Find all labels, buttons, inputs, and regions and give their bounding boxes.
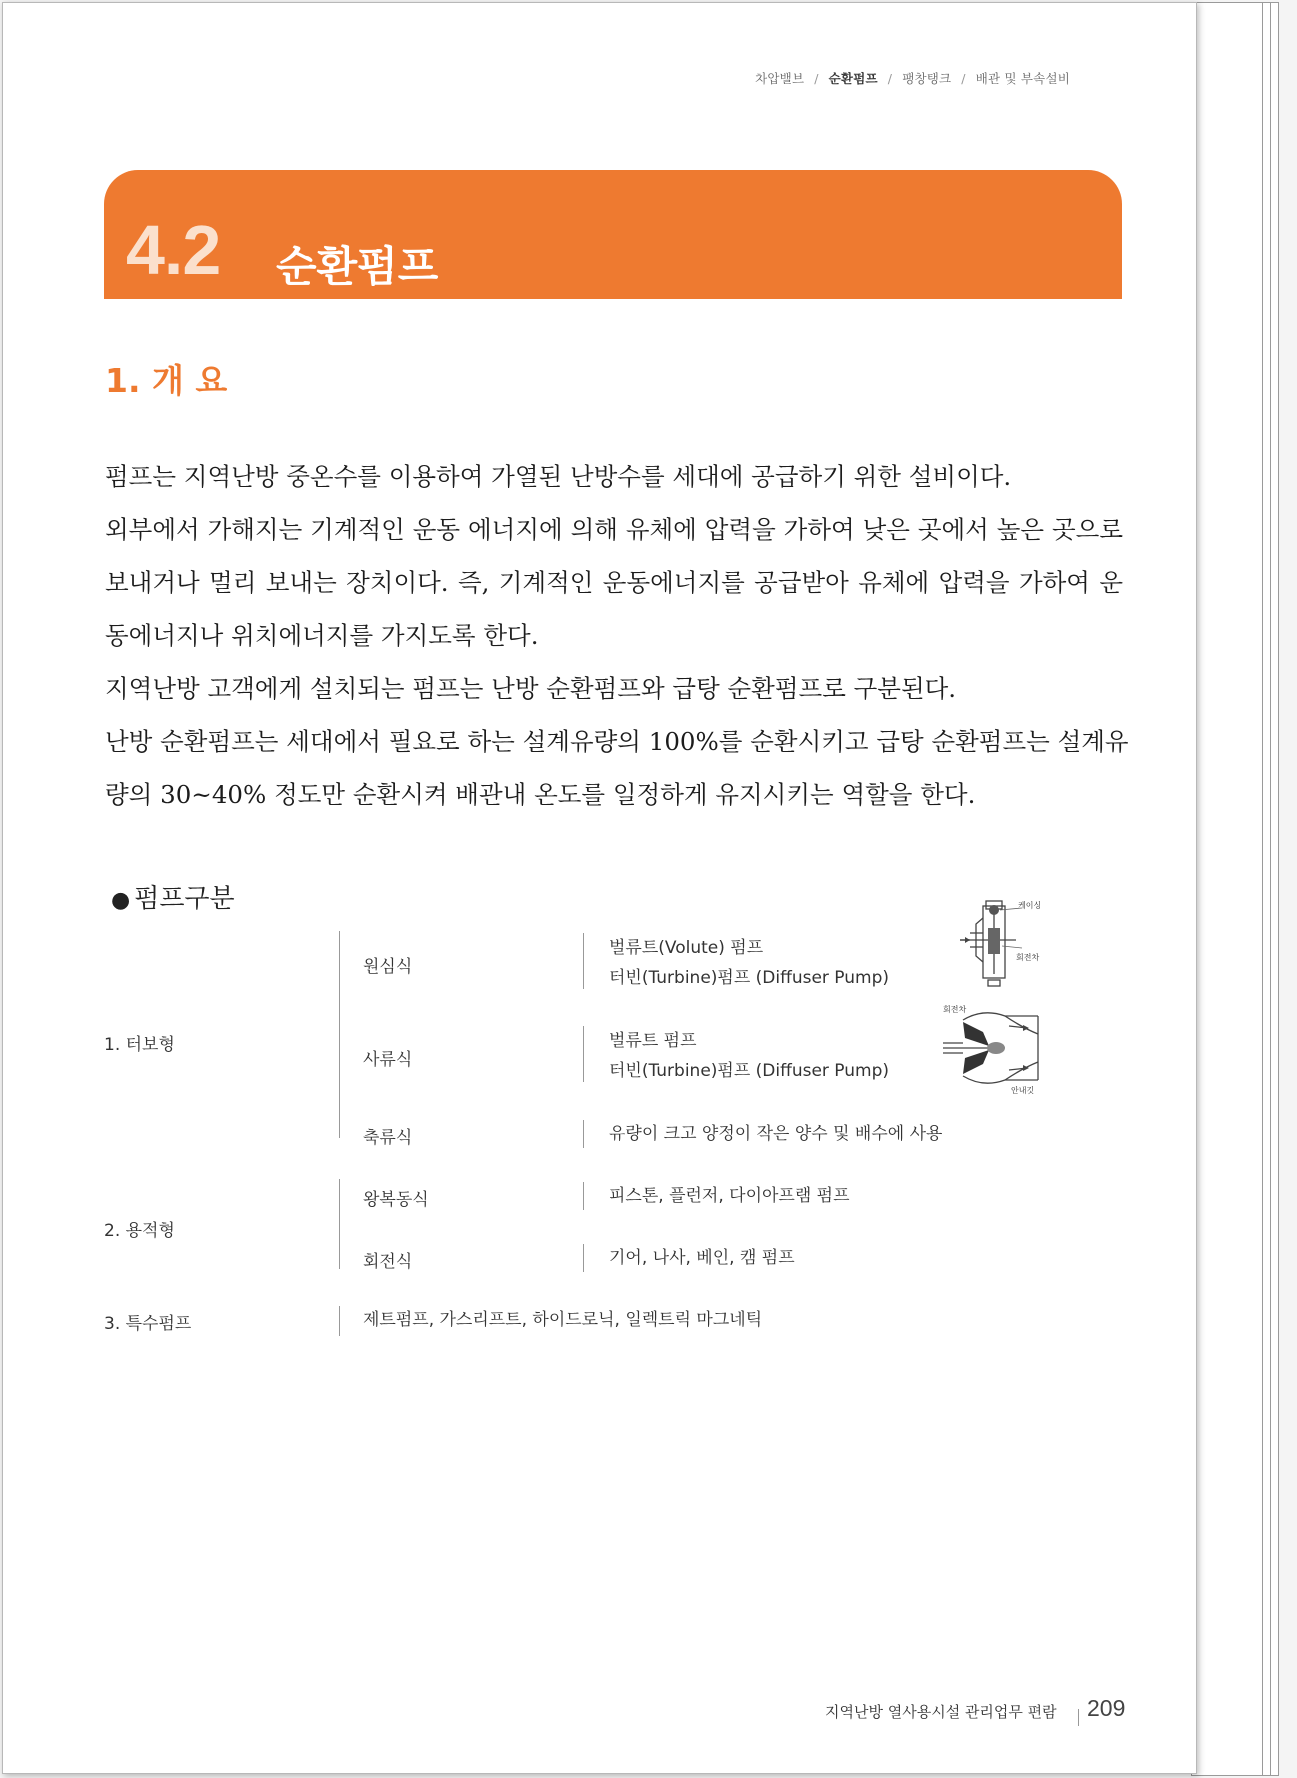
divider-line xyxy=(583,1244,584,1272)
paragraph-line: 난방 순환펌프는 세대에서 필요로 하는 설계유량의 100%를 순환시키고 급탕 순환펌프는 설계유 xyxy=(105,727,1129,756)
divider-line xyxy=(583,1182,584,1210)
subtype-rotary: 회전식 xyxy=(363,1252,413,1272)
subtype-reciprocating: 왕복동식 xyxy=(363,1190,429,1210)
page-number: 209 xyxy=(1087,1695,1126,1721)
example-item: 벌류트(Volute) 펌프 xyxy=(609,938,764,958)
section-number: 4.2 xyxy=(126,211,221,289)
paragraph-line: 지역난방 고객에게 설치되는 펌프는 난방 순환펌프와 급탕 순환펌프로 구분된다. xyxy=(105,674,957,703)
diagram-label-impeller: 회전차 xyxy=(1016,953,1040,962)
category-turbo: 1. 터보형 xyxy=(104,1035,175,1055)
divider-line xyxy=(339,1306,340,1336)
section-title: 순환펌프 xyxy=(276,242,439,291)
overview-paragraph xyxy=(105,450,1129,821)
breadcrumb-item[interactable]: 배관 및 부속설비 xyxy=(975,71,1070,86)
breadcrumb-item[interactable]: 차압밸브 xyxy=(755,71,805,86)
centrifugal-pump-diagram xyxy=(958,898,1063,988)
divider-line xyxy=(339,931,340,1138)
example-item: 터빈(Turbine)펌프 (Diffuser Pump) xyxy=(609,1061,890,1081)
mixed-flow-pump-diagram xyxy=(943,1008,1048,1093)
bullet-heading-label: 펌프구분 xyxy=(134,884,235,914)
bullet-icon: ● xyxy=(111,888,131,913)
footer-divider xyxy=(1078,1709,1079,1726)
divider-line xyxy=(339,1179,340,1269)
paragraph-line: 동에너지나 위치에너지를 가지도록 한다. xyxy=(105,621,539,650)
paragraph-line: 보내거나 멀리 보내는 장치이다. 즉, 기계적인 운동에너지를 공급받아 유체에 압력을 가하여 운 xyxy=(105,568,1123,597)
breadcrumb-item-current[interactable]: 순환펌프 xyxy=(828,71,878,86)
footer-book-title: 지역난방 열사용시설 관리업무 편람 xyxy=(825,1703,1057,1721)
example-list-centrifugal xyxy=(609,933,889,993)
example-item: 벌류트 펌프 xyxy=(609,1031,697,1051)
page-stack-edges xyxy=(1189,2,1279,1774)
casing-marker-icon xyxy=(989,905,999,915)
paragraph-line: 펌프는 지역난방 중온수를 이용하여 가열된 난방수를 세대에 공급하기 위한 설비이다. xyxy=(105,462,1012,491)
breadcrumb-item[interactable]: 팽창탱크 xyxy=(902,71,952,86)
diagram-label-casing: 케이싱 xyxy=(1018,901,1042,910)
impeller-icon xyxy=(988,928,1000,954)
divider-line xyxy=(583,1026,584,1082)
example-list-mixed-flow xyxy=(609,1026,889,1086)
paragraph-line: 외부에서 가해지는 기계적인 운동 에너지에 의해 유체에 압력을 가하여 낮은 곳에서 높은 곳으로 xyxy=(105,515,1123,544)
document-page xyxy=(2,2,1197,1774)
breadcrumb-separator: / xyxy=(961,71,966,86)
category-special: 3. 특수펌프 xyxy=(104,1314,192,1334)
category-positive-displacement: 2. 용적형 xyxy=(104,1221,175,1241)
diagram-label-guide-vane: 안내깃 xyxy=(1011,1086,1035,1095)
divider-line xyxy=(583,933,584,989)
example-reciprocating: 피스톤, 플런저, 다이아프램 펌프 xyxy=(609,1186,850,1206)
section-header-band xyxy=(104,170,1122,299)
impeller-blade-icon xyxy=(963,1050,989,1074)
subtype-mixed-flow: 사류식 xyxy=(363,1050,413,1070)
breadcrumb-separator: / xyxy=(814,71,819,86)
example-axial: 유량이 크고 양정이 작은 양수 및 배수에 사용 xyxy=(609,1124,943,1144)
example-rotary: 기어, 나사, 베인, 캠 펌프 xyxy=(609,1248,795,1268)
breadcrumb xyxy=(755,69,1070,87)
pump-classification-heading xyxy=(111,878,235,915)
breadcrumb-separator: / xyxy=(887,71,893,86)
stack-sheet xyxy=(1191,2,1263,1776)
subtype-axial: 축류식 xyxy=(363,1128,413,1148)
example-special: 제트펌프, 가스리프트, 하이드로닉, 일렉트릭 마그네틱 xyxy=(363,1310,763,1330)
example-item: 터빈(Turbine)펌프 (Diffuser Pump) xyxy=(609,968,890,988)
divider-line xyxy=(583,1120,584,1148)
subsection-heading: 1. 개 요 xyxy=(105,361,228,400)
impeller-blade-icon xyxy=(963,1022,989,1046)
diagram-label-impeller: 회전차 xyxy=(943,1005,967,1014)
subtype-centrifugal: 원심식 xyxy=(363,957,413,977)
paragraph-line: 량의 30~40% 정도만 순환시켜 배관내 온도를 일정하게 유지시키는 역할을 한다. xyxy=(105,780,976,809)
